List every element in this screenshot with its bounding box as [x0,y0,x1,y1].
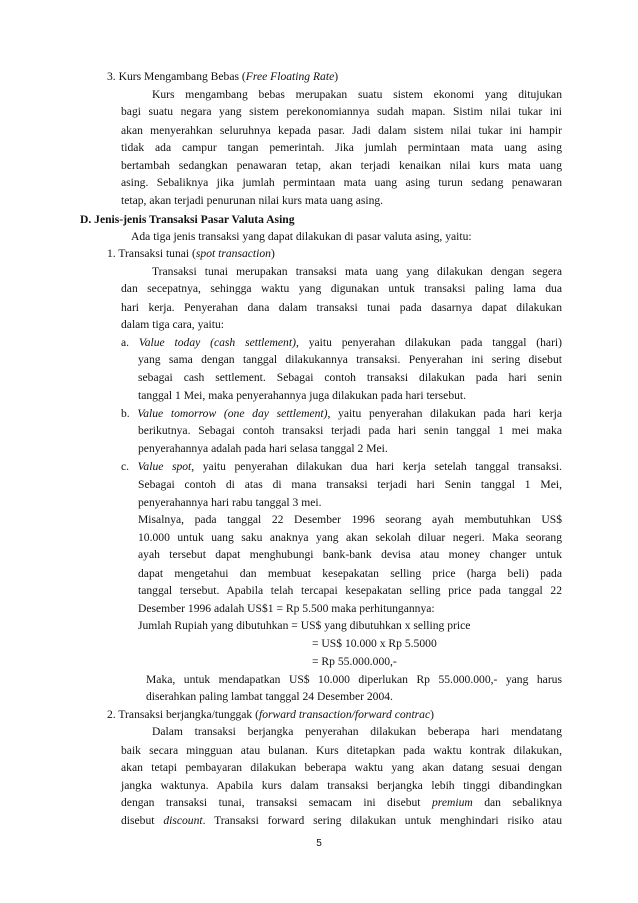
text-line: sebagai cash settlement. Sebagai contoh transaksi dilakukan pada hari senin [138,371,562,384]
text-line: b. Value tomorrow (one day settlement), yaitu penyerahan dilakukan pada hari kerja [121,407,562,420]
page-number: 5 [316,838,322,849]
text-line: dapat mengetahui dan membuat kesepakatan selling price (harga beli) pada [138,567,562,580]
text-line: akan menyerahkan seluruhnya kepada pasar. Jadi dalam sistem nilai tukar ini hampir [121,124,562,137]
text-line: 2. Transaksi berjangka/tunggak (forward transaction/forward contrac) [107,708,435,721]
text-line: ayah tersebut dapat menghubungi bank-bank devisa atau money changer untuk [138,548,562,561]
text-line: Dalam transaksi berjangka penyerahan dilakukan beberapa hari mendatang [152,725,562,738]
text-line: Maka, untuk mendapatkan US$ 10.000 diperlukan Rp 55.000.000,- yang harus [146,673,562,686]
text-line: Transaksi tunai merupakan transaksi mata uang yang dilakukan dengan segera [152,265,562,278]
text-line: Sebagai contoh di atas di mana transaksi terjadi hari Senin tanggal 1 Mei, [138,478,562,491]
text-line: bagi suatu negara yang sistem perekonomiannya sudah mapan. Sistim nilai tukar ini [121,105,562,118]
text-line: tanggal 1 Mei, maka penyerahannya juga dilakukan pada hari tersebut. [138,389,467,402]
text-line: 3. Kurs Mengambang Bebas (Free Floating Rate) [107,70,339,83]
text-line: baik secara mingguan atau bulanan. Kurs ditetapkan pada waktu kontrak dilakukan, [121,744,562,757]
text-line: = Rp 55.000.000,- [312,655,397,668]
text-line: Misalnya, pada tanggal 22 Desember 1996 seorang ayah membutuhkan US$ [138,513,562,526]
text-line: Desember 1996 adalah US$1 = Rp 5.500 maka perhitungannya: [138,602,435,615]
text-line: hari kerja. Penyerahan dana dalam transaksi tunai pada dasarnya dapat dilakukan [121,301,562,314]
text-line: asing. Sebaliknya jika jumlah permintaan mata uang asing turun sedang penawaran [121,176,562,189]
text-line: akan tetapi pembayaran dilakukan beberapa waktu yang akan datang sesuai dengan [121,761,562,774]
text-line: 10.000 untuk uang saku anaknya yang akan sekolah diluar negeri. Maka seorang [138,531,562,544]
text-line: bertambah sedangkan penawaran tetap, akan terjadi kenaikan nilai kurs mata uang [121,159,562,172]
text-line: dalam tiga cara, yaitu: [121,318,225,331]
text-line: berikutnya. Sebagai contoh transaksi terjadi pada hari senin tanggal 1 mei maka [138,424,562,437]
section-heading: D. Jenis-jenis Transaksi Pasar Valuta Asing [80,213,295,226]
text-line: Kurs mengambang bebas merupakan suatu sistem ekonomi yang ditujukan [152,88,562,101]
text-line: tetap, akan terjadi penurunan nilai kurs mata uang asing. [121,194,384,207]
text-line: Ada tiga jenis transaksi yang dapat dilakukan di pasar valuta asing, yaitu: [131,230,472,243]
text-line: 1. Transaksi tunai (spot transaction) [107,247,275,260]
text-line: jangka waktunya. Apabila kurs dalam transaksi berjangka lebih tinggi dibandingkan [121,779,562,792]
text-line: penyerahannya hari rabu tanggal 3 mei. [138,496,322,509]
text-line: a. Value today (cash settlement), yaitu penyerahan dilakukan pada tanggal (hari) [121,336,563,349]
text-line: dengan transaksi tunai, transaksi semacam ini disebut premium dan sebaliknya [121,796,562,809]
text-line: = US$ 10.000 x Rp 5.5000 [312,637,437,650]
text-line: Jumlah Rupiah yang dibutuhkan = US$ yang dibutuhkan x selling price [138,619,471,632]
text-line: tidak ada campur tangan pemerintah. Jika jumlah permintaan mata uang asing [121,141,562,154]
text-line: c. Value spot, yaitu penyerahan dilakukan dua hari kerja setelah tanggal transaksi. [121,460,562,473]
text-line: yang sama dengan tanggal dilakukannya transaksi. Penyerahan ini sering disebut [138,353,562,366]
text-line: dan secepatnya, sehingga waktu yang digunakan untuk transaksi paling lama dua [121,282,562,295]
text-line: diserahkan paling lambat tanggal 24 Desember 2004. [146,690,393,703]
text-line: disebut discount. Transaksi forward sering dilakukan untuk menghindari risiko atau [121,814,562,827]
text-line: penyerahannya adalah pada hari selasa tanggal 2 Mei. [138,442,388,455]
text-line: tanggal tersebut. Apabila telah tercapai kesepakatan selling price pada tanggal 22 [138,584,562,597]
